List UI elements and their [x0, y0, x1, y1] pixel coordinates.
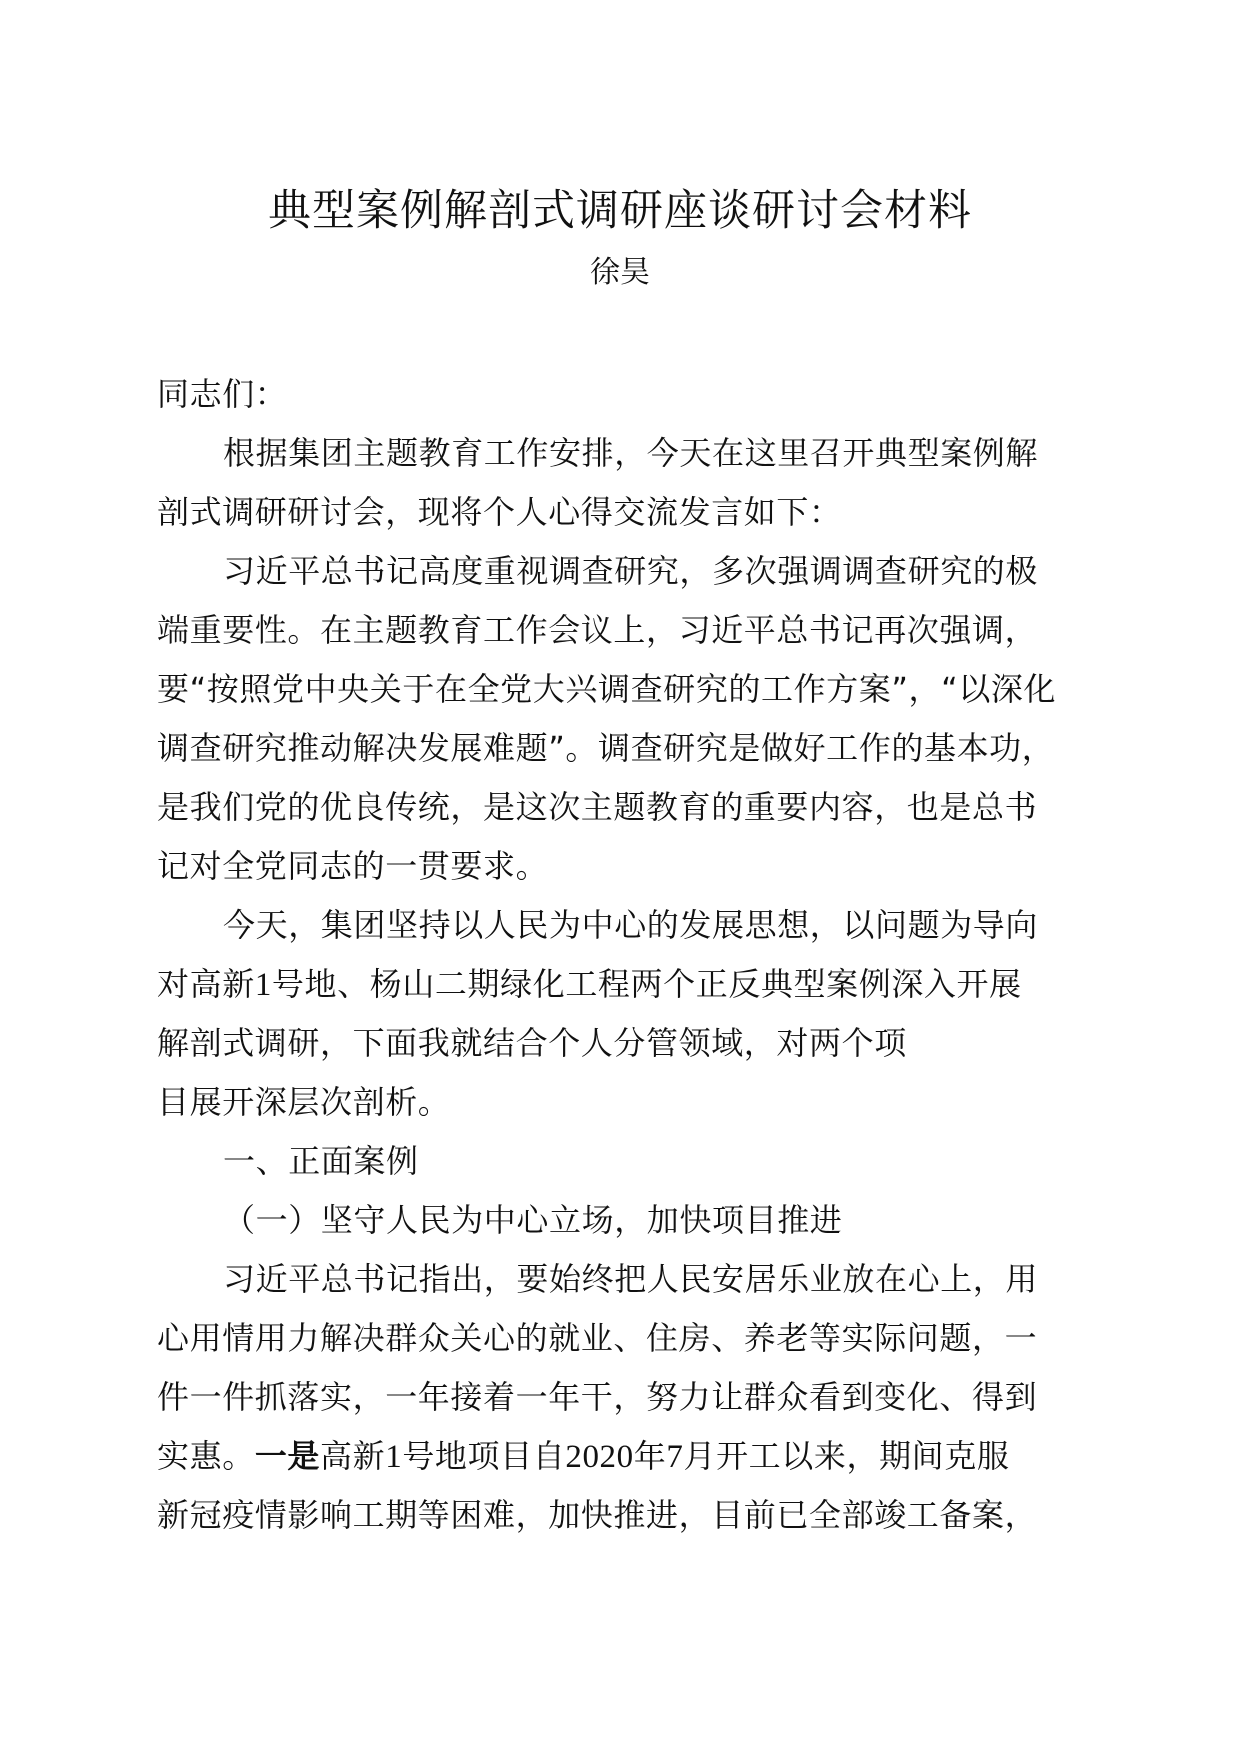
- paragraph-line: 调查研究推动解决发展难题”。调查研究是做好工作的基本功，: [157, 729, 1055, 767]
- text-run: 号地、杨山二期绿化工程两个正反典型案例深入开展: [271, 965, 1022, 1003]
- paragraph-line: 解剖式调研，下面我就结合个人分管领域，对两个项: [157, 1024, 907, 1062]
- paragraph-line: 新冠疫情影响工期等困难，加快推进，目前已全部竣工备案，: [157, 1496, 1038, 1534]
- paragraph-line: 端重要性。在主题教育工作会议上，习近平总书记再次强调，: [157, 611, 1038, 649]
- text-run: 年: [633, 1437, 667, 1475]
- paragraph-line: 习近平总书记指出，要始终把人民安居乐业放在心上，用: [223, 1260, 1039, 1298]
- paragraph-line: [157, 1427, 1084, 1486]
- salutation: 同志们：: [157, 375, 288, 413]
- text-run: 月开工以来，期间克服: [683, 1437, 1010, 1475]
- number-run: 2020: [565, 1439, 634, 1475]
- document-title: 典型案例解剖式调研座谈研讨会材料: [268, 186, 972, 236]
- text-run: 号地项目自: [402, 1437, 566, 1475]
- emphasis-run: 一是: [254, 1437, 321, 1475]
- paragraph-people-centered: [157, 1250, 1084, 1545]
- paragraph-line: 今天，集团坚持以人民为中心的发展思想，以问题为导向: [223, 906, 1039, 944]
- paragraph-line: 件一件抓落实，一年接着一年干，努力让群众看到变化、得到: [157, 1378, 1038, 1416]
- paragraph-line: 是我们党的优良传统，是这次主题教育的重要内容，也是总书: [157, 788, 1038, 826]
- section-heading: 一、正面案例: [223, 1142, 419, 1180]
- paragraph-line: 剖式调研研讨会，现将个人心得交流发言如下：: [157, 493, 842, 531]
- subsection-heading: （一）坚守人民为中心立场，加快项目推进: [223, 1201, 843, 1239]
- paragraph-line: [157, 955, 1084, 1014]
- number-run: 1: [385, 1439, 403, 1475]
- paragraph-line: 目展开深层次剖析。: [157, 1083, 451, 1121]
- paragraph-research-importance: [157, 542, 1084, 896]
- paragraph-line: 记对全党同志的一贯要求。: [157, 847, 549, 885]
- paragraph-line: 要“按照党中央关于在全党大兴调查研究的工作方案”，“以深化: [157, 670, 1057, 708]
- text-run: 实惠。: [157, 1437, 255, 1475]
- paragraph-line: 习近平总书记高度重视调查研究，多次强调调查研究的极: [223, 552, 1039, 590]
- paragraph-line: 根据集团主题教育工作安排，今天在这里召开典型案例解: [223, 434, 1039, 472]
- number-run: 7: [666, 1439, 684, 1475]
- paragraph-today: [157, 896, 1084, 1132]
- paragraph-line: 心用情用力解决群众关心的就业、住房、养老等实际问题，一: [157, 1319, 1038, 1357]
- text-run: 对高新: [157, 965, 255, 1003]
- number-run: 1: [254, 967, 272, 1003]
- document-body: [157, 365, 1084, 1545]
- document-author: 徐昊: [590, 255, 650, 290]
- text-run: 高新: [320, 1437, 386, 1475]
- paragraph-intro: [157, 424, 1084, 542]
